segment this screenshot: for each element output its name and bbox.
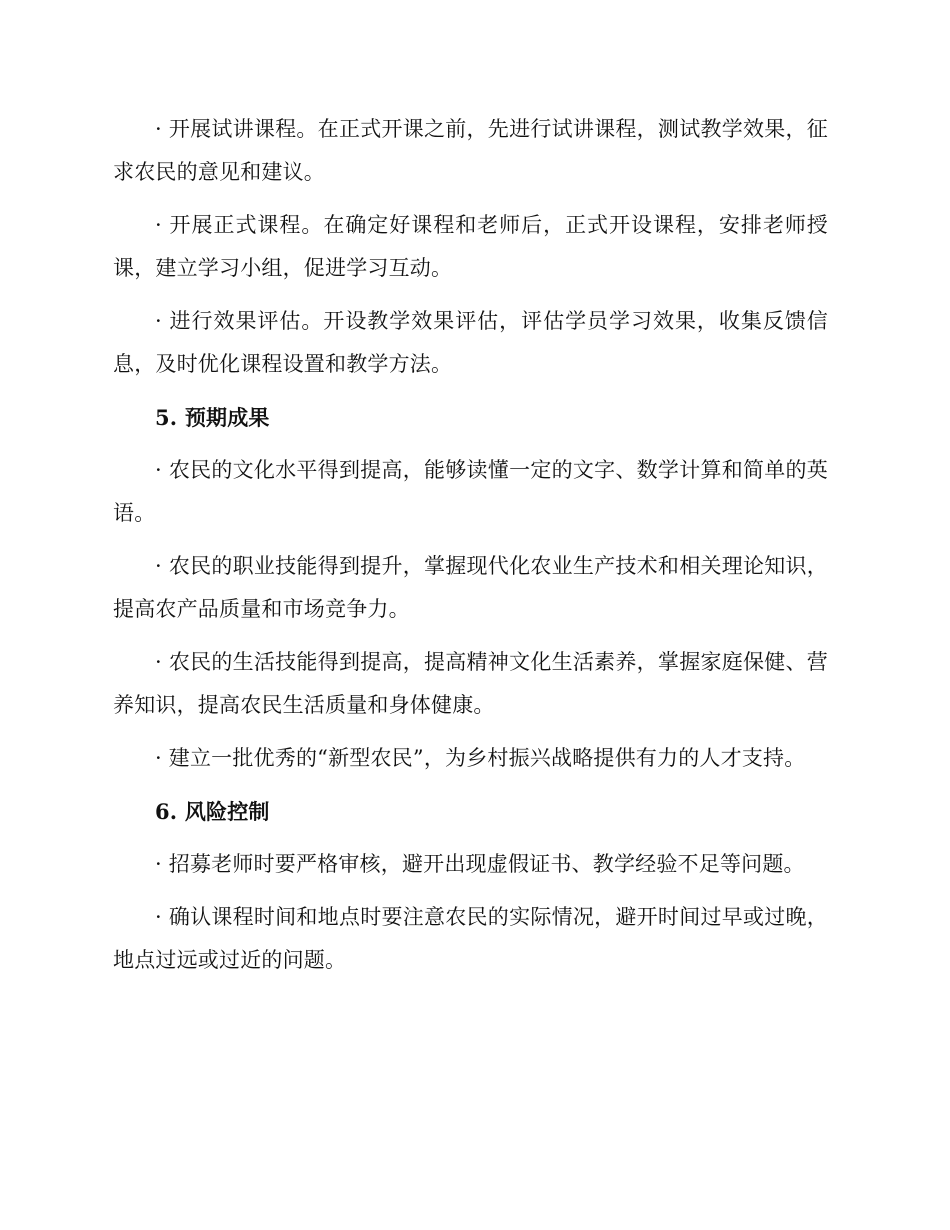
section-heading-risk-control: 6. 风险控制 (155, 799, 270, 824)
paragraph-result-skills: · 农民的职业技能得到提升，掌握现代化农业生产技术和相关理论知识，提高农产品质量和市场竞争力。 (113, 554, 828, 621)
paragraph-risk-teachers: · 招募老师时要严格审核，避开出现虚假证书、教学经验不足等问题。 (155, 852, 805, 876)
paragraph-evaluation: · 进行效果评估。开设教学效果评估，评估学员学习效果，收集反馈信息，及时优化课程设置和教学方法。 (113, 309, 828, 376)
paragraph-result-culture: · 农民的文化水平得到提高，能够读懂一定的文字、数学计算和简单的英语。 (113, 458, 828, 525)
paragraph-risk-schedule: · 确认课程时间和地点时要注意农民的实际情况，避开时间过早或过晚，地点过远或过近的问题。 (113, 905, 828, 972)
paragraph-result-new-farmers: · 建立一批优秀的“新型农民”，为乡村振兴战略提供有力的人才支持。 (155, 746, 806, 770)
paragraph-trial-course: · 开展试讲课程。在正式开课之前，先进行试讲课程，测试教学效果，征求农民的意见和建议。 (113, 117, 828, 184)
paragraph-formal-course: · 开展正式课程。在确定好课程和老师后，正式开设课程，安排老师授课，建立学习小组，促进学习互动。 (113, 213, 828, 280)
section-heading-expected-results: 5. 预期成果 (155, 405, 270, 430)
document-body (113, 108, 828, 992)
paragraph-result-life: · 农民的生活技能得到提高，提高精神文化生活素养，掌握家庭保健、营养知识，提高农民生活质量和身体健康。 (113, 650, 828, 717)
